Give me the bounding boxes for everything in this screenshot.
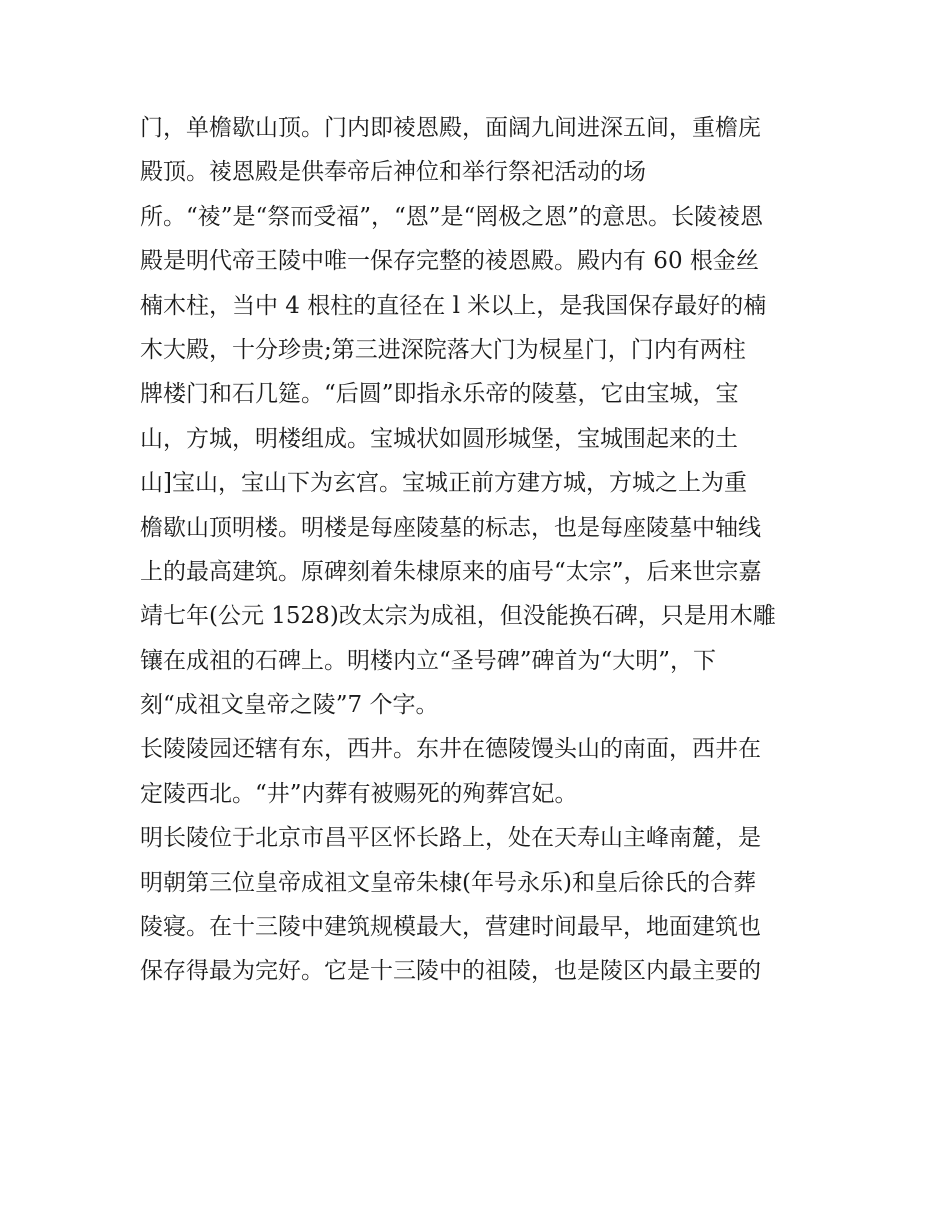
text-line: 所。“祾”是“祭而受福”，“恩”是“罔极之恩”的意思。长陵祾恩 (140, 203, 764, 230)
text-line: 山]宝山，宝山下为玄宫。宝城正前方建方城，方城之上为重 (140, 470, 747, 497)
text-line: 长陵陵园还辖有东，西井。东井在德陵馒头山的南面，西井在 (140, 736, 761, 763)
text-line: 殿是明代帝王陵中唯一保存完整的祾恩殿。殿内有 60 根金丝 (140, 248, 759, 275)
text-line: 保存得最为完好。它是十三陵中的祖陵，也是陵区内最主要的 (140, 958, 761, 985)
text-line: 门，单檐歇山顶。门内即祾恩殿，面阔九间进深五间，重檐庑 (140, 115, 761, 141)
text-line: 明朝第三位皇帝成祖文皇帝朱棣(年号永乐)和皇后徐氏的合葬 (140, 869, 756, 896)
text-line: 明长陵位于北京市昌平区怀长路上，处在天寿山主峰南麓，是 (140, 825, 761, 852)
text-line: 上的最高建筑。原碑刻着朱棣原来的庙号“太宗”，后来世宗嘉 (140, 558, 762, 585)
text-line: 殿顶。祾恩殿是供奉帝后神位和举行祭祀活动的场 (140, 159, 646, 186)
text-line: 陵寝。在十三陵中建筑规模最大，营建时间最早，地面建筑也 (140, 914, 761, 941)
text-line: 靖七年(公元 1528)改太宗为成祖，但没能换石碑，只是用木雕 (140, 603, 776, 630)
text-line: 檐歇山顶明楼。明楼是每座陵墓的标志，也是每座陵墓中轴线 (140, 514, 761, 541)
text-line: 定陵西北。“井”内葬有被赐死的殉葬宫妃。 (140, 780, 578, 807)
text-line: 牌楼门和石几筵。“后圆”即指永乐帝的陵墓，它由宝城，宝 (140, 381, 739, 408)
text-line: 木大殿，十分珍贵;第三进深院落大门为棂星门，门内有两柱 (140, 336, 746, 363)
text-line: 刻“成祖文皇帝之陵”7 个字。 (140, 692, 439, 719)
text-line: 山，方城，明楼组成。宝城状如圆形城堡，宝城围起来的土 (140, 425, 738, 452)
text-line: 镶在成祖的石碑上。明楼内立“圣号碑”碑首为“大明”，下 (140, 647, 717, 674)
body-text (140, 106, 830, 994)
text-line: 楠木柱，当中 4 根柱的直径在 l 米以上，是我国保存最好的楠 (140, 292, 767, 319)
